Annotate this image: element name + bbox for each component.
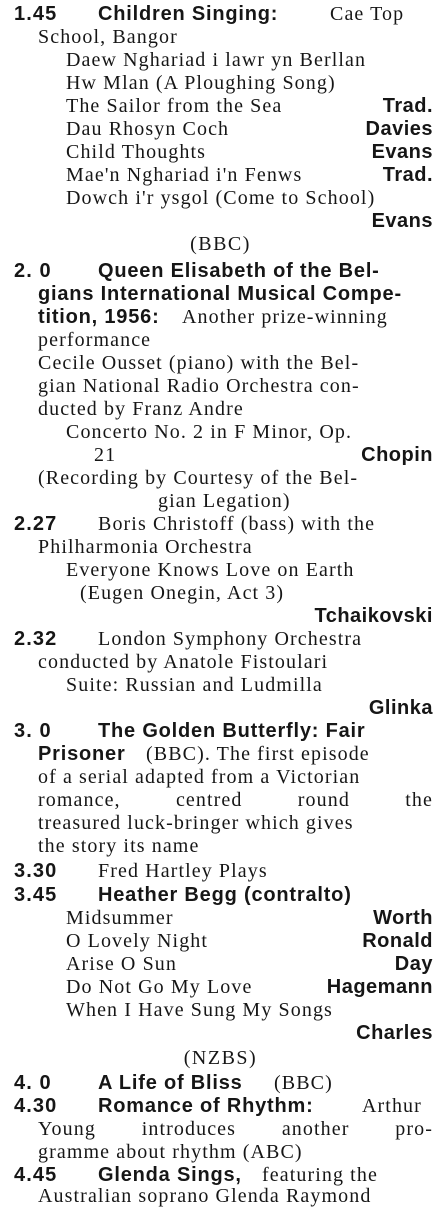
composer: Evans [371, 210, 433, 232]
listing-line [0, 232, 441, 256]
listing-line [0, 719, 441, 743]
listing-line [0, 975, 441, 999]
programme-title: Queen Elisabeth of the Bel- [98, 260, 380, 282]
programme-title: A Life of Bliss [98, 1072, 243, 1094]
composer: Charles [356, 1022, 433, 1044]
listing-line [0, 883, 441, 907]
listing-line [0, 1184, 441, 1208]
work-title: Suite: Russian and Ludmilla [66, 674, 323, 696]
listing-line [0, 998, 441, 1022]
listing-line [0, 929, 441, 953]
song-title: O Lovely Night [66, 930, 209, 952]
programme-text: conducted by Anatole Fistoulari [38, 651, 329, 673]
work-title: Concerto No. 2 in F Minor, Op. [66, 421, 353, 443]
composer: Davies [365, 118, 433, 140]
listing-line [0, 374, 441, 398]
work-title: (Eugen Onegin, Act 3) [80, 582, 285, 604]
song-title: The Sailor from the Sea [66, 95, 283, 117]
song-title: Dowch i'r ysgol (Come to School) [66, 187, 376, 209]
listing-line [0, 811, 441, 835]
song-title: Mae'n Nghariad i'n Fenws [66, 164, 303, 186]
composer: Evans [371, 141, 433, 163]
listing-line [0, 94, 441, 118]
programme-text: Arthur [362, 1095, 422, 1117]
programme-text: Australian soprano Glenda Raymond [38, 1185, 372, 1207]
composer: Tchaikovski [314, 605, 433, 627]
programme-text: treasured luck-bringer which gives [38, 812, 354, 834]
programme-title: Prisoner [38, 743, 126, 765]
work-title: 21 [94, 444, 117, 466]
composer: Trad. [382, 164, 433, 186]
listing-line [0, 466, 441, 490]
listing-line [0, 420, 441, 444]
programme-text: (BBC) [274, 1072, 333, 1094]
listing-line [0, 558, 441, 582]
programme-title: Glenda Sings, [98, 1164, 242, 1186]
composer: Chopin [361, 444, 433, 466]
listing-line [0, 742, 441, 766]
programme-text: gian National Radio Orchestra con- [38, 375, 360, 397]
listing-line [0, 1117, 441, 1141]
song-title: When I Have Sung My Songs [66, 999, 333, 1021]
song-title: Hw Mlan (A Ploughing Song) [66, 72, 336, 94]
programme-text: the story its name [38, 835, 200, 857]
composer: Ronald [362, 930, 433, 952]
composer: Trad. [382, 95, 433, 117]
listing-line [0, 397, 441, 421]
listing-line [0, 163, 441, 187]
work-title: Everyone Knows Love on Earth [66, 559, 355, 581]
programme-title: The Golden Butterfly: Fair [98, 720, 366, 742]
composer: Glinka [368, 697, 433, 719]
listing-line [0, 627, 441, 651]
listing-line [0, 604, 441, 628]
programme-text: romance, centred round the [38, 789, 433, 811]
listing-line [0, 535, 441, 559]
programme-title: Romance of Rhythm: [98, 1095, 314, 1117]
composer: Worth [373, 907, 433, 929]
song-title: Dau Rhosyn Coch [66, 118, 230, 140]
programme-title: Children Singing: [98, 3, 279, 25]
song-title: Do Not Go My Love [66, 976, 253, 998]
programme-text: featuring the [262, 1164, 378, 1186]
programme-text: of a serial adapted from a Victorian [38, 766, 361, 788]
listing-line [0, 48, 441, 72]
programme-text: gramme about rhythm (ABC) [38, 1141, 303, 1163]
composer: Day [394, 953, 433, 975]
composer: Hagemann [326, 976, 433, 998]
listing-line [0, 650, 441, 674]
listing-line [0, 906, 441, 930]
programme-text: ducted by Franz Andre [38, 398, 244, 420]
song-title: Child Thoughts [66, 141, 207, 163]
listing-line [0, 859, 441, 883]
time-slot: 2.32 [14, 628, 58, 650]
time-slot: 4. 0 [14, 1072, 52, 1094]
listing-line [0, 351, 441, 375]
programme-title: tition, 1956: [38, 306, 160, 328]
programme-text: Philharmonia Orchestra [38, 536, 253, 558]
time-slot: 3.30 [14, 860, 58, 882]
programme-text: Young introduces another pro- [38, 1118, 433, 1140]
listing-line [0, 512, 441, 536]
listing-line [0, 581, 441, 605]
listing-line [0, 282, 441, 306]
source-credit: (BBC) [190, 233, 251, 255]
listing-line [0, 209, 441, 233]
source-credit: (NZBS) [183, 1047, 258, 1069]
listing-line [0, 1046, 441, 1070]
time-slot: 3.45 [14, 884, 58, 906]
time-slot: 4.45 [14, 1164, 58, 1186]
programme-text: Cecile Ousset (piano) with the Bel- [38, 352, 360, 374]
programme-text: Fred Hartley Plays [98, 860, 268, 882]
listing-line [0, 952, 441, 976]
listing-line [0, 1021, 441, 1045]
listing-line [0, 305, 441, 329]
programme-text: gian Legation) [158, 490, 291, 512]
programme-text: London Symphony Orchestra [98, 628, 363, 650]
song-title: Arise O Sun [66, 953, 177, 975]
listing-line [0, 834, 441, 858]
listing-line [0, 259, 441, 283]
listing-line [0, 71, 441, 95]
programme-title: gians International Musical Compe- [38, 283, 402, 305]
time-slot: 2. 0 [14, 260, 52, 282]
listing-line [0, 1071, 441, 1095]
programme-text: (BBC). The first episode [146, 743, 370, 765]
programme-text: School, Bangor [38, 26, 178, 48]
song-title: Daew Nghariad i lawr yn Berllan [66, 49, 367, 71]
listing-line [0, 25, 441, 49]
programme-text: Cae Top [330, 3, 405, 25]
listing-line [0, 1140, 441, 1164]
listing-line [0, 117, 441, 141]
listing-line [0, 788, 441, 812]
programme-text: Another prize-winning [182, 306, 388, 328]
listing-line [0, 2, 441, 26]
programme-text: performance [38, 329, 152, 351]
programme-text: (Recording by Courtesy of the Bel- [38, 467, 359, 489]
time-slot: 4.30 [14, 1095, 58, 1117]
listing-line [0, 1094, 441, 1118]
programme-title: Heather Begg (contralto) [98, 884, 352, 906]
listing-line [0, 186, 441, 210]
listing-line [0, 765, 441, 789]
time-slot: 1.45 [14, 3, 58, 25]
listing-line [0, 489, 441, 513]
song-title: Midsummer [66, 907, 174, 929]
time-slot: 2.27 [14, 513, 58, 535]
listing-line [0, 443, 441, 467]
programme-text: Boris Christoff (bass) with the [98, 513, 376, 535]
time-slot: 3. 0 [14, 720, 52, 742]
listing-line [0, 140, 441, 164]
listing-line [0, 328, 441, 352]
listing-line [0, 673, 441, 697]
listing-line [0, 696, 441, 720]
